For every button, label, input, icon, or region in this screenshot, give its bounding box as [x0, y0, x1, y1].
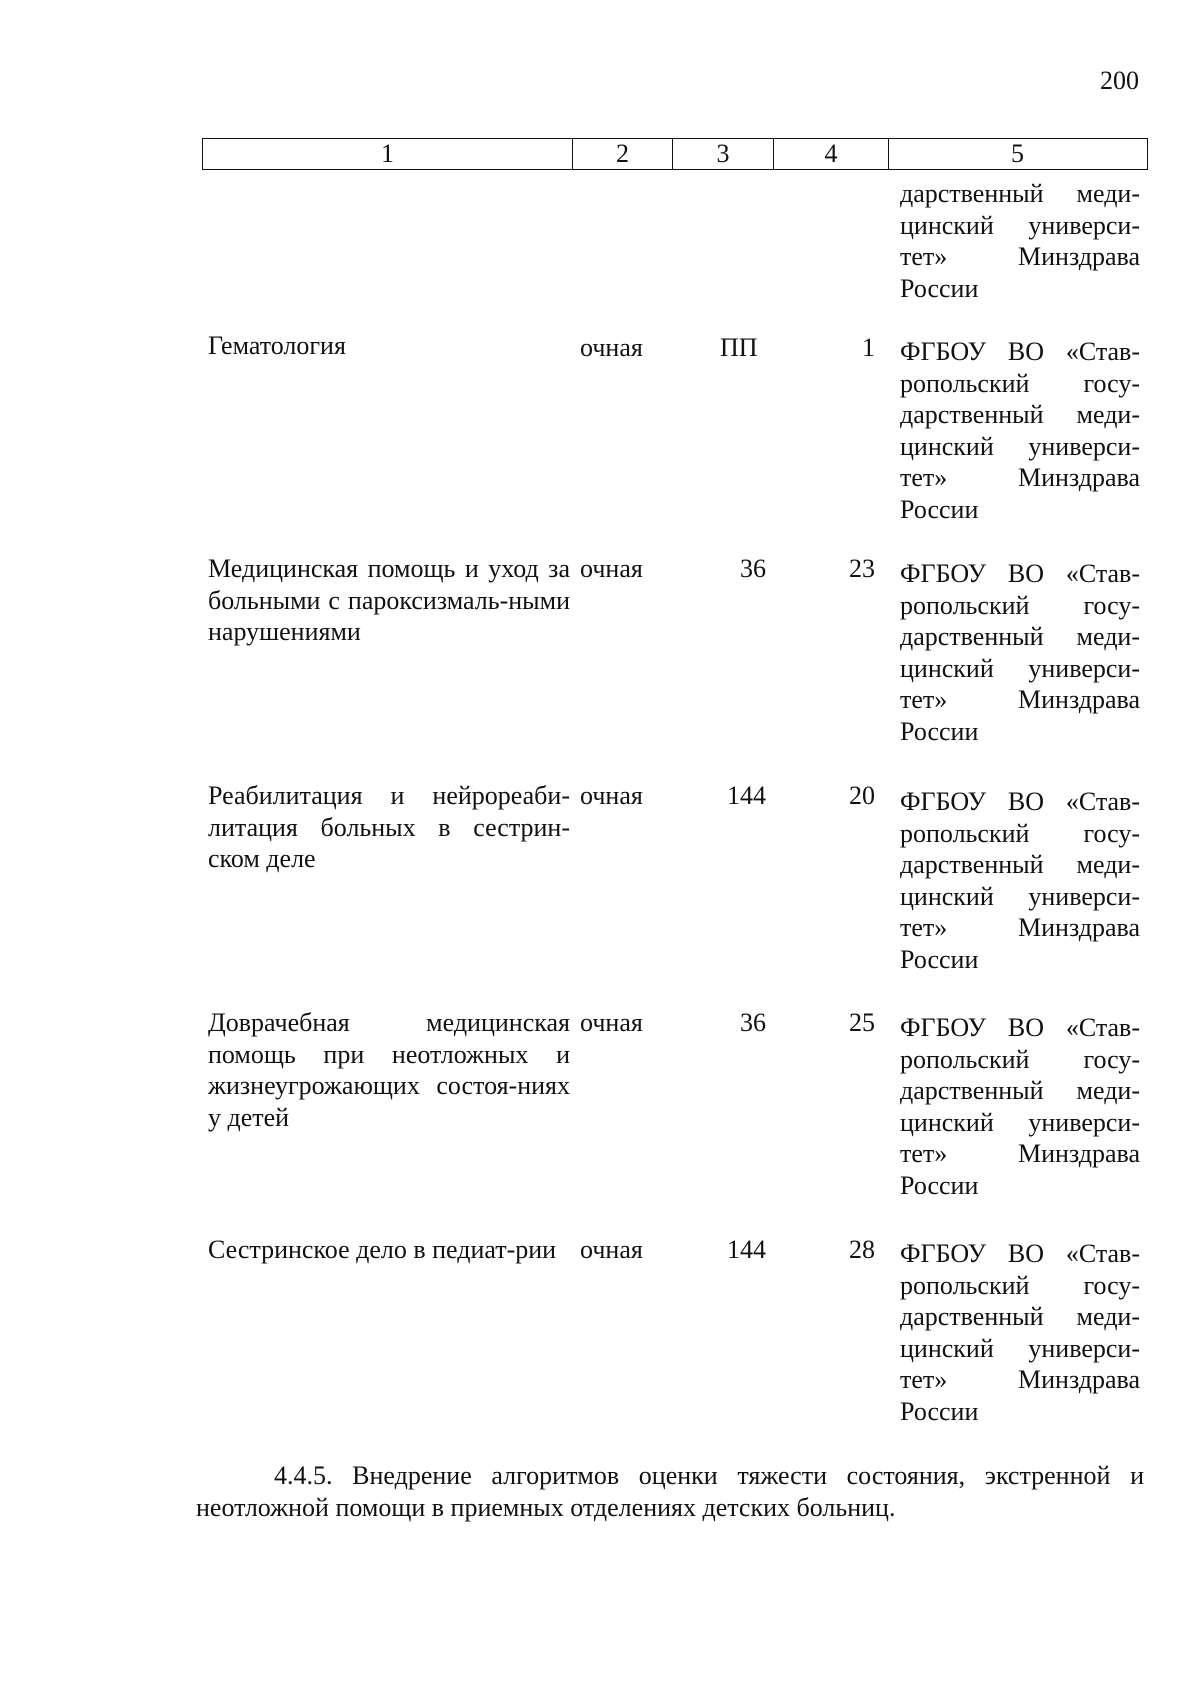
- hours: 36: [740, 1008, 766, 1037]
- organization: ФГБОУ ВО «Став- ропольский госу- дарственный меди- цинский универси- тет» Минздрава России: [900, 787, 1140, 974]
- organization: ФГБОУ ВО «Став- ропольский госу- дарственный меди- цинский универси- тет» Минздрава России: [900, 1013, 1140, 1200]
- header-col-2: 2: [573, 139, 673, 169]
- study-form: очная: [580, 1235, 643, 1264]
- organization: ФГБОУ ВО «Став- ропольский госу- дарственный меди- цинский универси- тет» Минздрава России: [900, 337, 1140, 524]
- course-name: Медицинская помощь и уход за больными с пароксизмаль-ными нарушениями: [208, 554, 570, 646]
- student-count: 25: [849, 1008, 875, 1037]
- organization: ФГБОУ ВО «Став- ропольский госу- дарственный меди- цинский универси- тет» Минздрава России: [900, 559, 1140, 746]
- student-count: 1: [862, 333, 875, 362]
- student-count: 28: [849, 1235, 875, 1264]
- hours: 36: [740, 554, 766, 583]
- student-count: 20: [849, 781, 875, 810]
- hours: 144: [727, 781, 766, 810]
- study-form: очная: [580, 1008, 643, 1037]
- course-name: Доврачебная медицинская помощь при неотложных и жизнеугрожающих состоя-ниях у детей: [208, 1008, 570, 1132]
- page-number: 200: [1100, 66, 1139, 95]
- course-name: Реабилитация и нейрореаби-литация больных в сестрин-ском деле: [208, 781, 570, 873]
- hours: 144: [727, 1235, 766, 1264]
- header-col-5: 5: [1011, 139, 1024, 168]
- hours: ПП: [720, 333, 758, 362]
- header-col-4: 4: [774, 139, 889, 169]
- student-count: 23: [849, 554, 875, 583]
- course-name: Гематология: [208, 331, 346, 360]
- organization: ФГБОУ ВО «Став- ропольский госу- дарственный меди- цинский универси- тет» Минздрава России: [900, 1239, 1140, 1426]
- study-form: очная: [580, 554, 643, 583]
- study-form: очная: [580, 333, 643, 362]
- course-name: Сестринское дело в педиат-рии: [208, 1235, 557, 1264]
- continued-org-cell: дарственный меди- цинский универси- тет» Минздрава России: [900, 179, 1140, 303]
- table-header: [202, 138, 1148, 170]
- header-col-1: 1: [203, 139, 573, 169]
- study-form: очная: [580, 781, 643, 810]
- header-col-3: 3: [673, 139, 774, 169]
- section-paragraph: 4.4.5. Внедрение алгоритмов оценки тяжести состояния, экстренной и неотложной помощи в приемных отделениях детских больниц.: [196, 1461, 1144, 1522]
